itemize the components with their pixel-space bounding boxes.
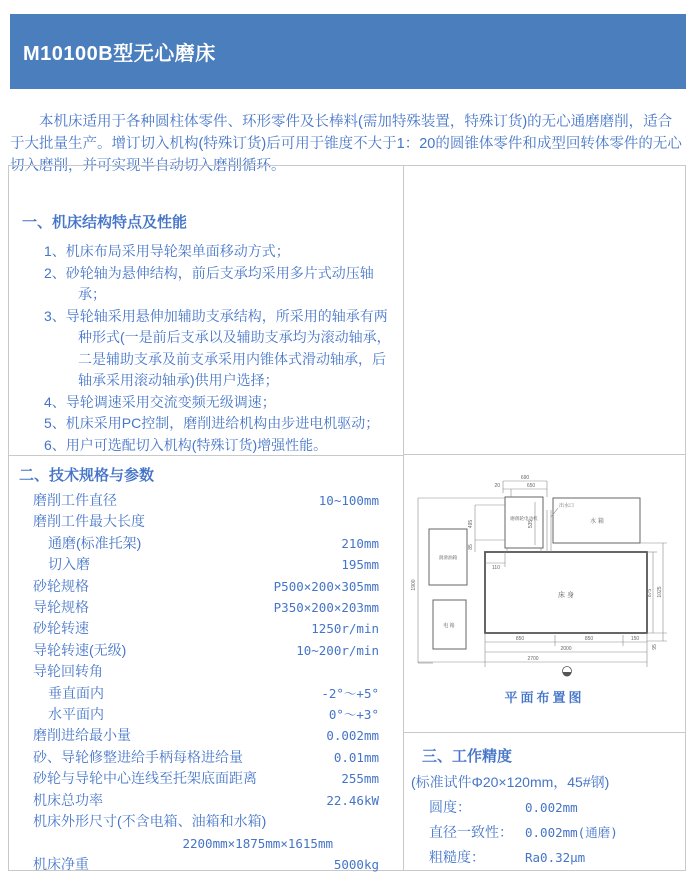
motor-outline [505, 497, 543, 548]
feature-item: 6、用户可选配切入机构(特殊订货)增强性能。 [44, 436, 328, 453]
dim-850-right: 850 [584, 635, 593, 642]
spec-value: 22.46kW [326, 792, 379, 808]
spec-label: 通磨(标准托架) [48, 534, 142, 551]
accuracy-value: 0.002mm [525, 800, 578, 815]
features-cell [9, 166, 403, 456]
spec-row [9, 854, 403, 875]
accuracy-heading: 三、工作精度 [422, 748, 513, 765]
dim-110: 110 [491, 564, 500, 571]
spec-label: 磨削进给最小量 [33, 727, 131, 744]
spec-row [9, 725, 403, 746]
spec-label: 水平面内 [48, 706, 104, 723]
feature-item: 1、机床布局采用导轮架单面移动方式； [44, 243, 290, 259]
spec-row [9, 618, 403, 639]
spec-label: 机床净重 [33, 855, 89, 872]
outlet-label: 出水口 [558, 502, 574, 509]
dim-875: 875 [646, 588, 653, 598]
dim-535: 535 [527, 519, 534, 529]
spec-row [9, 790, 403, 811]
spec-row [9, 511, 403, 532]
outlet-leader-line [551, 508, 558, 517]
layout-drawing [407, 463, 683, 683]
dim-495: 495 [467, 519, 474, 529]
spec-row [9, 833, 403, 854]
accuracy-cell [404, 733, 685, 870]
dim-1025: 1025 [656, 586, 663, 598]
spec-label: 砂轮与导轮中心连线至托架底面距离 [33, 770, 257, 787]
accuracy-row [429, 845, 677, 870]
intro-paragraph: 本机床适用于各种圆柱体零件、环形零件及长棒料(需加特殊装置，特殊订货)的无心通磨磨削，适合于大批量生产。增订切入机构(特殊订货)后可用于锥度不大于1：20的圆锥体零件和成型回转体零件的无心切入磨削，并可实现半自动切入磨削循环。 [10, 113, 682, 174]
spec-row [9, 640, 403, 661]
accuracy-table [429, 795, 677, 870]
spec-row [9, 554, 403, 575]
left-column [9, 166, 404, 870]
accuracy-label: 粗糙度： [429, 849, 485, 865]
accuracy-row [429, 795, 677, 820]
diagram-caption: 平面布置图 [504, 689, 585, 705]
accuracy-value: 0.002mm(通磨) [525, 825, 618, 840]
spec-label: 导轮回转角 [33, 663, 103, 680]
spec-value: 0.01mm [333, 749, 379, 765]
dim-650: 650 [526, 482, 535, 489]
spec-row [9, 533, 403, 554]
dim-85: 85 [467, 544, 474, 550]
features-heading: 一、机床结构特点及性能 [22, 214, 188, 231]
spec-value: 2200mm×1875mm×1615mm [182, 835, 333, 851]
feature-item: 4、导轮调速采用交流变频无级调速； [44, 393, 276, 410]
dim-850-left: 850 [515, 635, 524, 642]
spec-row [9, 768, 403, 789]
content-table [8, 165, 686, 871]
accuracy-label: 圆度： [429, 799, 471, 815]
specs-table [9, 490, 403, 875]
spec-label: 机床总功率 [33, 791, 103, 808]
spec-row [9, 747, 403, 768]
operator-marker-fill [562, 672, 571, 677]
spec-row [9, 704, 403, 725]
spec-value: 210mm [341, 535, 379, 551]
spec-label: 机床外形尺寸(不含电箱、油箱和水箱) [33, 813, 267, 830]
spec-label: 磨削工件直径 [33, 492, 117, 508]
spec-label: 砂、导轮修整进给手柄每格进给量 [33, 748, 243, 765]
empty-cell [404, 166, 685, 455]
specs-cell [9, 456, 403, 875]
spec-value: -2°～+5° [321, 685, 379, 701]
bed-label: 床 身 [557, 591, 574, 599]
dim-150: 150 [630, 635, 639, 642]
spec-value: 5000kg [333, 856, 379, 872]
spec-value: P500×200×305mm [273, 578, 379, 594]
spec-label: 导轮规格 [33, 599, 89, 616]
accuracy-label: 直径一致性： [429, 824, 513, 840]
page-title: M10100B型无心磨床 [23, 43, 216, 65]
accuracy-row [429, 820, 677, 845]
diagram-cell [404, 455, 685, 733]
spec-label: 垂直面内 [48, 684, 104, 701]
dim-2000: 2000 [559, 645, 572, 652]
motor-label: 磨削轮电动机 [509, 515, 538, 521]
accuracy-value: Ra0.32μm [525, 850, 586, 865]
spec-label: 砂轮规格 [33, 577, 89, 594]
spec-value: 1250r/min [311, 621, 379, 637]
spec-value: 255mm [341, 771, 379, 787]
dim-95: 95 [651, 644, 658, 650]
spec-row [9, 597, 403, 618]
oil-tank-label: 润滑油箱 [438, 554, 457, 560]
spec-value: P350×200×203mm [273, 600, 379, 616]
water-tank-label: 水 箱 [589, 518, 604, 525]
spec-label: 磨削工件最大长度 [33, 513, 145, 530]
spec-value: 10~100mm [318, 493, 379, 508]
right-column [404, 166, 685, 870]
electric-box-label: 电 箱 [442, 622, 455, 629]
accuracy-note: (标准试件Φ20×120mm，45#钢) [411, 774, 610, 790]
spec-row [9, 661, 403, 682]
spec-row [9, 490, 403, 511]
feature-item: 3、导轮轴采用悬伸加辅助支承结构，所采用的轴承有两种形式(一是前后支承以及辅助支承均为滚动轴承，二是辅助支承及前支承采用内锥体式滑动轴承，后轴承采用滚动轴承)供用户选择； [44, 307, 391, 388]
spec-value: 10~200r/min [296, 642, 379, 658]
feature-item: 2、砂轮轴为悬伸结构，前后支承均采用多片式动压轴承； [44, 264, 374, 302]
dim-20: 20 [493, 482, 500, 489]
spec-label: 砂轮转速 [33, 620, 89, 637]
page-header [10, 14, 686, 89]
spec-row [9, 811, 403, 832]
spec-row [9, 576, 403, 597]
spec-value: 0.002mm [326, 728, 379, 744]
spec-value: 0°～+3° [328, 707, 379, 723]
feature-item: 5、机床采用PC控制，磨削进给机构由步进电机驱动； [44, 415, 380, 431]
dim-690: 690 [520, 474, 529, 481]
dim-2700: 2700 [526, 655, 539, 662]
specs-heading: 二、技术规格与参数 [19, 467, 155, 484]
spec-row [9, 683, 403, 704]
spec-value: 195mm [341, 557, 379, 573]
features-list [36, 241, 391, 456]
spec-label: 切入磨 [48, 556, 90, 573]
dim-1900: 1900 [410, 579, 417, 591]
spec-label: 导轮转速(无级) [33, 641, 127, 658]
